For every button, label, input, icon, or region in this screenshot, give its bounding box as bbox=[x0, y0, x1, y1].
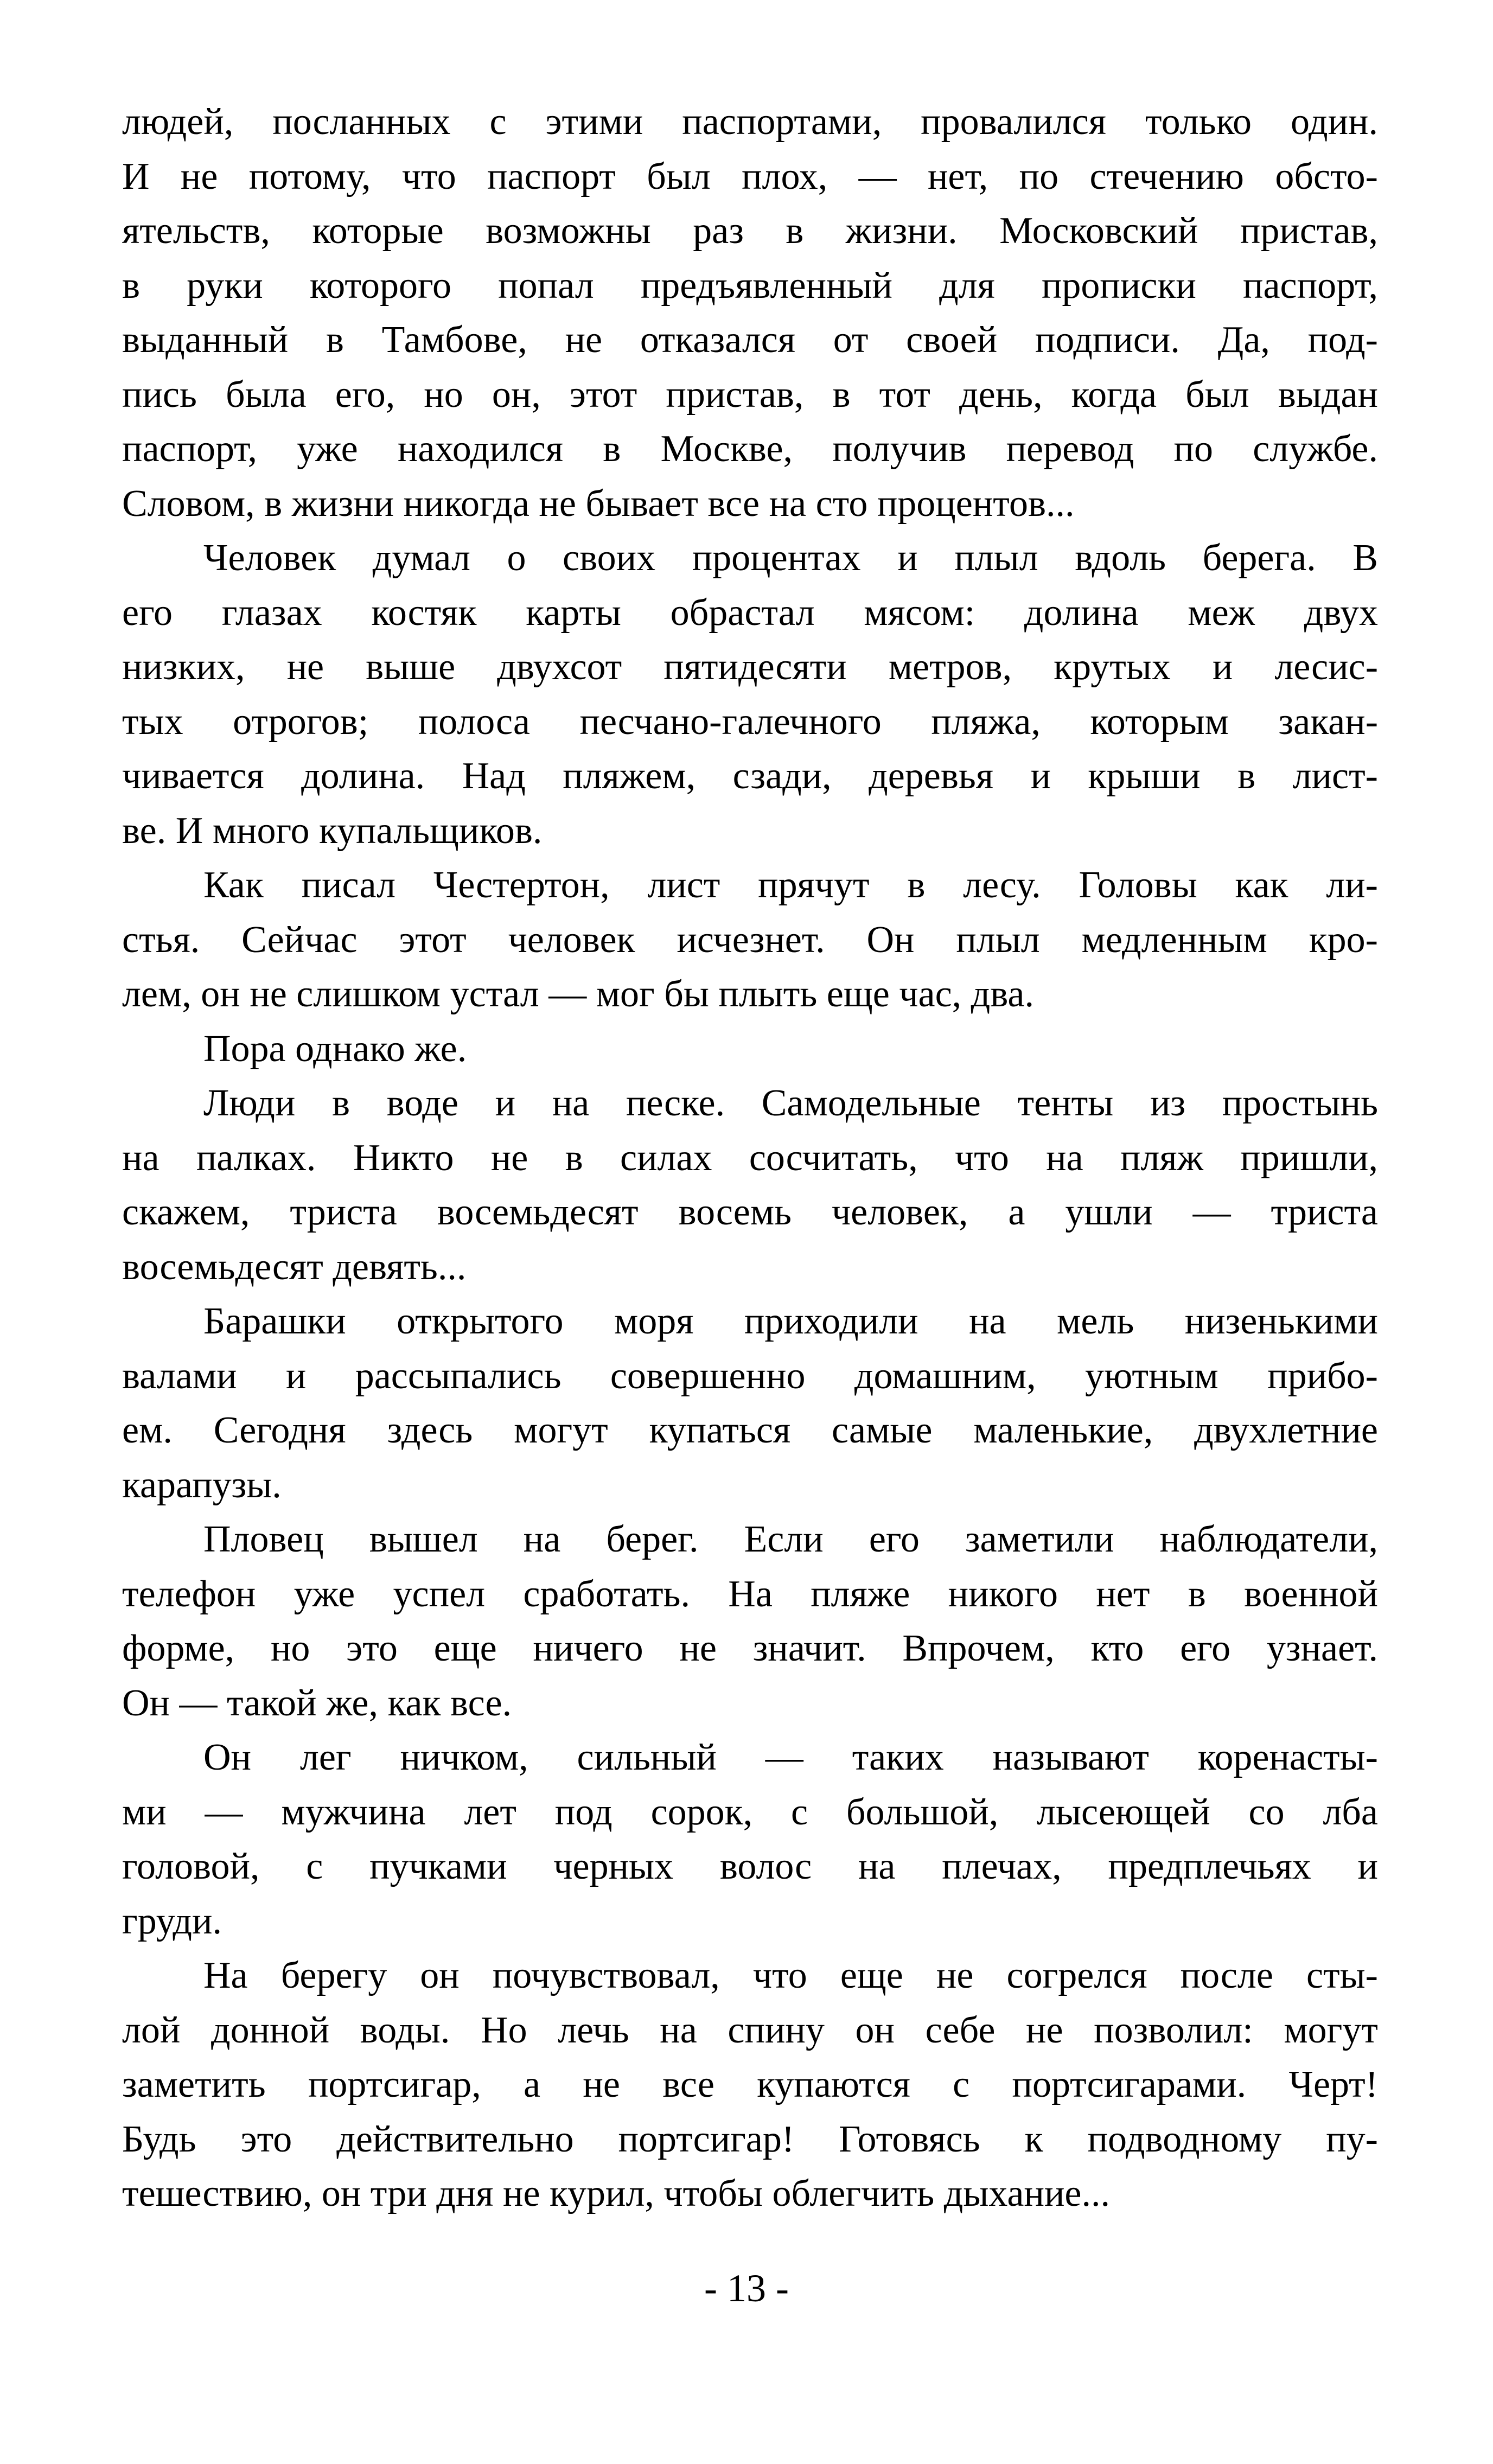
page-number: - 13 - bbox=[704, 2267, 789, 2310]
text-line: И не потому, что паспорт был плох, — нет, по стечению обсто- bbox=[122, 155, 1378, 197]
text-line: груди. bbox=[122, 1900, 222, 1942]
text-line: лем, он не слишком устал — мог бы плыть еще час, два. bbox=[122, 973, 1034, 1015]
text-line: валами и рассыпались совершенно домашним, уютным прибо- bbox=[122, 1355, 1378, 1397]
text-line: Люди в воде и на песке. Самодельные тенты из простынь bbox=[203, 1082, 1378, 1124]
text-line: паспорт, уже находился в Москве, получив перевод по службе. bbox=[122, 428, 1378, 470]
text-line: выданный в Тамбове, не отказался от своей подписи. Да, под- bbox=[122, 319, 1378, 361]
text-line: пись была его, но он, этот пристав, в тот день, когда был выдан bbox=[122, 373, 1378, 416]
text-line: Как писал Честертон, лист прячут в лесу. Головы как ли- bbox=[203, 864, 1378, 906]
text-line: ятельств, которые возможны раз в жизни. Московский пристав, bbox=[122, 210, 1378, 252]
text-line: заметить портсигар, а не все купаются с портсигарами. Черт! bbox=[122, 2064, 1378, 2105]
text-line: лой донной воды. Но лечь на спину он себе не позволил: могут bbox=[122, 2009, 1378, 2051]
body-text bbox=[122, 95, 1378, 2222]
text-line: Пора однако же. bbox=[203, 1027, 467, 1070]
text-line: тых отрогов; полоса песчано-галечного пляжа, которым закан- bbox=[122, 700, 1378, 743]
text-line: Он — такой же, как все. bbox=[122, 1682, 512, 1724]
text-line: Словом, в жизни никогда не бывает все на сто процентов... bbox=[122, 482, 1075, 525]
text-line: ми — мужчина лет под сорок, с большой, лысеющей со лба bbox=[122, 1791, 1378, 1833]
text-line: его глазах костяк карты обрастал мясом: долина меж двух bbox=[122, 591, 1378, 634]
text-line: карапузы. bbox=[122, 1464, 282, 1506]
text-line: Будь это действительно портсигар! Готовясь к подводному пу- bbox=[122, 2118, 1378, 2160]
text-line: Пловец вышел на берег. Если его заметили наблюдатели, bbox=[203, 1518, 1378, 1560]
text-line: восемьдесят девять... bbox=[122, 1246, 467, 1288]
text-line: головой, с пучками черных волос на плечах, предплечьях и bbox=[122, 1846, 1378, 1887]
text-line: Барашки открытого моря приходили на мель низенькими bbox=[203, 1300, 1378, 1342]
text-line: ем. Сегодня здесь могут купаться самые маленькие, двухлетние bbox=[122, 1409, 1378, 1451]
text-line: стья. Сейчас этот человек исчезнет. Он плыл медленным кро- bbox=[122, 918, 1378, 961]
text-line: ве. И много купальщиков. bbox=[122, 809, 543, 852]
text-line: в руки которого попал предъявленный для прописки паспорт, bbox=[122, 264, 1378, 307]
text-line: скажем, триста восемьдесят восемь человек, а ушли — триста bbox=[122, 1191, 1378, 1233]
text-line: на палках. Никто не в силах сосчитать, что на пляж пришли, bbox=[122, 1137, 1378, 1179]
text-line: людей, посланных с этими паспортами, провалился только один. bbox=[122, 101, 1378, 143]
text-line: На берегу он почувствовал, что еще не согрелся после сты- bbox=[203, 1955, 1378, 1996]
text-line: тешествию, он три дня не курил, чтобы облегчить дыхание... bbox=[122, 2173, 1110, 2214]
text-line: Человек думал о своих процентах и плыл вдоль берега. В bbox=[203, 537, 1378, 579]
text-line: форме, но это еще ничего не значит. Впрочем, кто его узнает. bbox=[122, 1627, 1378, 1669]
text-line: низких, не выше двухсот пятидесяти метров, крутых и лесис- bbox=[122, 646, 1378, 688]
text-line: телефон уже успел сработать. На пляже никого нет в военной bbox=[122, 1573, 1378, 1615]
text-line: Он лег ничком, сильный — таких называют коренасты- bbox=[203, 1737, 1378, 1778]
text-line: чивается долина. Над пляжем, сзади, деревья и крыши в лист- bbox=[122, 755, 1378, 797]
